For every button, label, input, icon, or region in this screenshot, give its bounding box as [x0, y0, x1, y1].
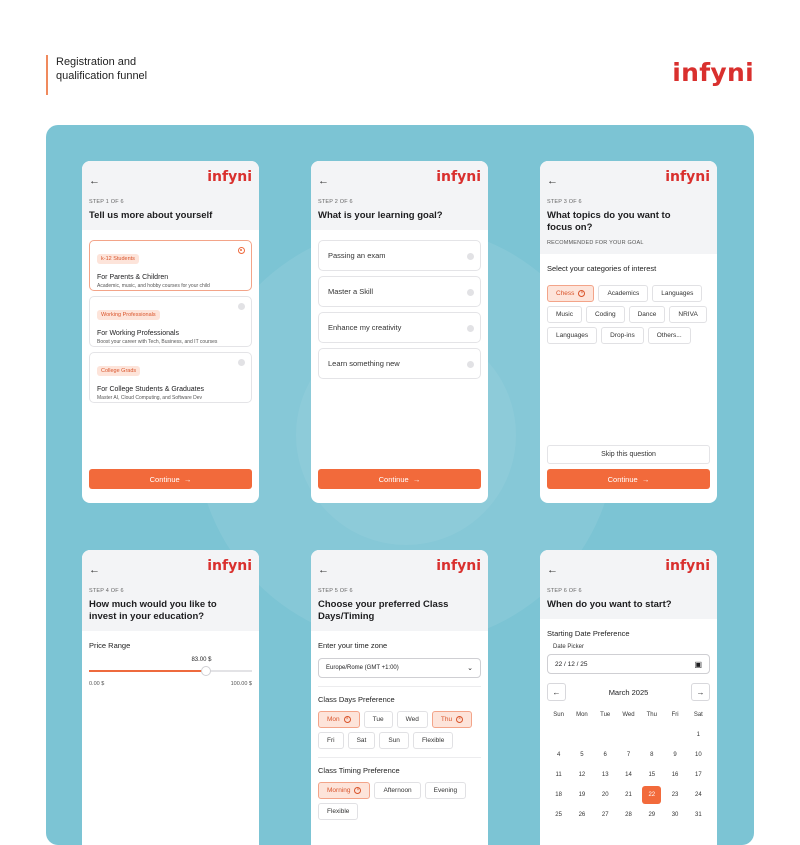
chip-label: Dance	[637, 311, 657, 318]
radio-icon[interactable]	[238, 303, 245, 310]
calendar-day[interactable]: 24	[695, 792, 702, 798]
timing-chip-evening[interactable]	[425, 782, 467, 799]
arrow-left-icon[interactable]: ←	[318, 564, 329, 576]
arrow-left-icon[interactable]: ←	[547, 175, 558, 187]
calendar-day[interactable]: 9	[673, 752, 677, 758]
calendar-day[interactable]: 19	[578, 792, 586, 798]
calendar-day[interactable]: 29	[648, 812, 656, 818]
step5-body	[311, 631, 488, 830]
step5-header	[311, 550, 488, 631]
goal-master-skill[interactable]	[318, 276, 481, 307]
step3-card	[540, 161, 717, 503]
close-circle-icon[interactable]: ×	[344, 716, 351, 723]
question-title	[89, 599, 252, 623]
continue-button[interactable]	[89, 469, 252, 489]
calendar-day[interactable]: 5	[580, 752, 584, 758]
timezone-value: Europe/Rome (GMT +1:00)	[326, 665, 399, 671]
question-title-line2: invest in your education?	[89, 611, 205, 622]
chip-others[interactable]	[648, 327, 691, 344]
radio-icon[interactable]	[467, 361, 474, 368]
calendar-nav	[547, 683, 710, 701]
question-title	[318, 599, 481, 623]
chip-label: Flexible	[421, 737, 445, 744]
weekday-header: Thu	[646, 712, 657, 718]
continue-label: Continue	[149, 474, 180, 484]
chip-label: Evening	[433, 787, 458, 794]
close-circle-icon[interactable]: ×	[354, 787, 361, 794]
option-college-students[interactable]	[89, 352, 252, 403]
calendar-day[interactable]: 25	[555, 812, 562, 818]
chip-languages-2[interactable]	[547, 327, 597, 344]
step4-header	[82, 550, 259, 631]
chip-drop-ins[interactable]	[601, 327, 644, 344]
date-picker-label: Date Picker	[553, 644, 585, 650]
price-slider[interactable]	[89, 657, 252, 672]
chip-chess[interactable]	[547, 285, 594, 302]
divider	[318, 686, 481, 687]
question-title: What is your learning goal?	[318, 210, 443, 221]
timing-chip-flexible[interactable]	[318, 803, 358, 820]
goal-enhance-creativity[interactable]	[318, 312, 481, 343]
weekday-header: Fri	[671, 712, 679, 718]
header-title-line1: Registration and	[56, 56, 137, 68]
calendar-day[interactable]: 4	[556, 752, 561, 758]
chip-nriva[interactable]	[669, 306, 706, 323]
class-days-chips	[318, 711, 481, 749]
question-title-line1: What topics do you want to	[547, 210, 671, 221]
step2-header	[311, 161, 488, 230]
chip-label: Drop-ins	[610, 332, 635, 339]
chip-label: Morning	[327, 787, 351, 794]
chip-label: Sat	[356, 737, 367, 744]
recommended-caption: RECOMMENDED FOR YOUR GOAL	[547, 240, 644, 246]
calendar-day[interactable]: 22	[642, 786, 661, 804]
calendar-day[interactable]: 21	[625, 792, 632, 798]
arrow-left-icon[interactable]: ←	[89, 175, 100, 187]
range-labels	[89, 681, 252, 687]
chip-label: Music	[556, 311, 573, 318]
option-working-professionals[interactable]	[89, 296, 252, 347]
category-chips	[547, 285, 710, 344]
showcase-board	[46, 125, 754, 845]
goal-label: Master a Skill	[328, 287, 374, 296]
option-description: Boost your career with Tech, Business, and IT courses	[97, 339, 218, 345]
option-tag: k-12 Students	[97, 254, 139, 264]
step1-card	[82, 161, 259, 503]
chip-label: Flexible	[327, 808, 350, 815]
calendar-day[interactable]: 12	[578, 772, 586, 778]
step6-body	[540, 619, 717, 834]
calendar-day[interactable]: 13	[601, 772, 609, 778]
chip-label: Afternoon	[383, 787, 412, 794]
chip-label: Others...	[656, 332, 682, 339]
goal-label: Enhance my creativity	[328, 323, 402, 332]
day-chip-sat[interactable]	[348, 732, 376, 749]
next-month-button[interactable]	[691, 683, 710, 701]
close-circle-icon[interactable]: ×	[578, 290, 585, 297]
month-label: March 2025	[608, 687, 649, 697]
arrow-left-icon[interactable]: ←	[89, 564, 100, 576]
chip-label: Tue	[372, 716, 384, 723]
goal-label: Learn something new	[328, 359, 400, 368]
arrow-left-icon[interactable]: ←	[318, 175, 329, 187]
start-date-label: Starting Date Preference	[547, 629, 630, 638]
calendar-empty-cell	[547, 726, 570, 744]
timing-chip-morning[interactable]	[318, 782, 370, 799]
class-days-label: Class Days Preference	[318, 695, 395, 704]
categories-label: Select your categories of interest	[547, 264, 657, 273]
arrow-right-icon: →	[696, 687, 705, 697]
question-title-line1: How much would you like to	[89, 599, 217, 610]
chip-label: Languages	[661, 290, 694, 297]
calendar-day[interactable]: 30	[671, 812, 679, 818]
day-chip-wed[interactable]	[397, 711, 428, 728]
goal-learn-something-new[interactable]	[318, 348, 481, 379]
timezone-select[interactable]	[318, 658, 481, 678]
calendar-day[interactable]: 10	[695, 752, 702, 758]
chip-label: Wed	[405, 716, 419, 723]
option-title: For Working Professionals	[97, 330, 179, 337]
header-title-line2: qualification funnel	[56, 70, 148, 82]
chip-label: Thu	[440, 716, 453, 723]
weekday-header: Wed	[622, 712, 635, 718]
calendar-day[interactable]: 23	[671, 792, 679, 798]
question-title	[547, 210, 710, 234]
step3-header	[540, 161, 717, 254]
step3-body	[540, 254, 717, 354]
arrow-right-icon: →	[412, 474, 421, 484]
step4-card	[82, 550, 259, 845]
question-title: When do you want to start?	[547, 599, 672, 610]
chip-label: Sun	[388, 737, 400, 744]
chip-label: Chess	[556, 290, 575, 297]
calendar-day[interactable]: 15	[648, 772, 656, 778]
divider	[318, 757, 481, 758]
option-tag: Working Professionals	[97, 310, 160, 320]
arrow-right-icon: →	[641, 474, 650, 484]
day-chip-mon[interactable]	[318, 711, 360, 728]
calendar-day[interactable]: 6	[603, 752, 607, 758]
step6-card	[540, 550, 717, 845]
option-description: Master AI, Cloud Computing, and Software Dev	[97, 395, 203, 401]
calendar-day[interactable]: 20	[601, 792, 609, 798]
class-timing-label: Class Timing Preference	[318, 766, 400, 775]
step6-header	[540, 550, 717, 619]
skip-question-button[interactable]: Skip this question	[547, 445, 710, 464]
step-indicator: STEP 1 OF 6	[89, 199, 124, 205]
chip-label: Coding	[594, 311, 616, 318]
day-chip-tue[interactable]	[364, 711, 393, 728]
step-indicator: STEP 6 OF 6	[547, 588, 582, 594]
day-chip-fri[interactable]	[318, 732, 344, 749]
option-parents-children[interactable]	[89, 240, 252, 291]
chip-dance[interactable]	[629, 306, 666, 323]
logo: infyni	[436, 558, 481, 574]
calendar-day[interactable]: 16	[671, 772, 679, 778]
calendar-day[interactable]: 26	[578, 812, 586, 818]
step-indicator: STEP 5 OF 6	[318, 588, 353, 594]
date-value: 22 / 12 / 25	[555, 660, 588, 668]
chevron-down-icon: ⌄	[467, 665, 473, 672]
option-tag: College Grads	[97, 366, 140, 376]
step-indicator: STEP 2 OF 6	[318, 199, 353, 205]
radio-icon[interactable]	[467, 253, 474, 260]
day-chip-thu[interactable]	[432, 711, 472, 728]
brand-logo: infyni	[672, 58, 754, 87]
calendar-empty-cell	[663, 726, 686, 744]
option-title: For Parents & Children	[97, 274, 169, 281]
chip-music[interactable]	[547, 306, 582, 323]
arrow-left-icon[interactable]: ←	[547, 564, 558, 576]
slider-value: 83.00 $	[191, 657, 212, 663]
slider-fill	[89, 670, 206, 672]
weekday-header: Sat	[693, 712, 703, 718]
chip-languages[interactable]	[652, 285, 702, 302]
timezone-label: Enter your time zone	[318, 641, 388, 650]
day-chip-sun[interactable]	[379, 732, 409, 749]
chip-label: Mon	[327, 716, 340, 723]
question-title-line1: Choose your preferred Class	[318, 599, 449, 610]
step-indicator: STEP 3 OF 6	[547, 199, 582, 205]
continue-label: Continue	[607, 474, 638, 484]
logo: infyni	[207, 558, 252, 574]
logo: infyni	[665, 169, 710, 185]
radio-selected-icon[interactable]	[238, 247, 245, 254]
chip-label: Fri	[327, 737, 335, 744]
page-header-title	[46, 55, 147, 95]
calendar-day[interactable]: 7	[626, 752, 631, 758]
step5-card	[311, 550, 488, 845]
calendar-day[interactable]: 17	[695, 772, 702, 778]
calendar-day[interactable]: 8	[650, 752, 654, 758]
goal-label: Passing an exam	[328, 251, 386, 260]
day-chip-flexible[interactable]	[413, 732, 453, 749]
radio-icon[interactable]	[238, 359, 245, 366]
continue-label: Continue	[378, 474, 409, 484]
weekday-header: Tue	[600, 712, 611, 718]
calendar-day[interactable]: 27	[601, 812, 609, 818]
option-title: For College Students & Graduates	[97, 386, 205, 393]
close-circle-icon[interactable]: ×	[456, 716, 463, 723]
arrow-right-icon: →	[183, 474, 192, 484]
weekday-header: Mon	[576, 712, 588, 718]
continue-button[interactable]	[318, 469, 481, 489]
price-range-label: Price Range	[89, 641, 131, 650]
calendar-day[interactable]: 14	[625, 772, 632, 778]
prev-month-button[interactable]	[547, 683, 566, 701]
step4-body	[82, 631, 259, 697]
step-indicator: STEP 4 OF 6	[89, 588, 124, 594]
chip-academics[interactable]	[598, 285, 648, 302]
radio-icon[interactable]	[467, 289, 474, 296]
radio-icon[interactable]	[467, 325, 474, 332]
calendar-empty-cell	[570, 726, 593, 744]
calendar-day[interactable]: 31	[695, 812, 702, 818]
date-input[interactable]	[547, 654, 710, 674]
slider-handle[interactable]	[201, 666, 211, 676]
logo: infyni	[436, 169, 481, 185]
chip-label: NRIVA	[678, 311, 698, 318]
logo: infyni	[665, 558, 710, 574]
step2-card	[311, 161, 488, 503]
calendar-grid	[547, 706, 710, 824]
chip-coding[interactable]	[586, 306, 625, 323]
calendar-empty-cell	[594, 726, 617, 744]
calendar-icon[interactable]: ▣	[694, 659, 702, 669]
option-description: Academic, music, and hobby courses for your child	[97, 283, 210, 289]
calendar-day[interactable]: 1	[696, 732, 701, 738]
logo: infyni	[207, 169, 252, 185]
question-title-line2: Days/Timing	[318, 611, 375, 622]
question-title: Tell us more about yourself	[89, 210, 213, 221]
timing-chip-afternoon[interactable]	[374, 782, 420, 799]
continue-button[interactable]	[547, 469, 710, 489]
calendar-day[interactable]: 11	[555, 772, 562, 778]
calendar-day[interactable]: 28	[625, 812, 632, 818]
step1-header	[82, 161, 259, 230]
weekday-header: Sun	[553, 712, 564, 718]
arrow-left-icon: ←	[552, 687, 561, 697]
chip-label: Academics	[607, 290, 640, 297]
step1-options	[82, 230, 259, 418]
chip-label: Languages	[556, 332, 589, 339]
range-min: 0.00 $	[89, 681, 105, 687]
calendar-day[interactable]: 18	[555, 792, 562, 798]
class-timing-chips	[318, 782, 481, 820]
goal-passing-exam[interactable]	[318, 240, 481, 271]
question-title-line2: focus on?	[547, 222, 593, 233]
calendar-empty-cell	[640, 726, 663, 744]
step2-options	[311, 230, 488, 394]
range-max: 100.00 $	[230, 681, 252, 687]
calendar-empty-cell	[617, 726, 640, 744]
